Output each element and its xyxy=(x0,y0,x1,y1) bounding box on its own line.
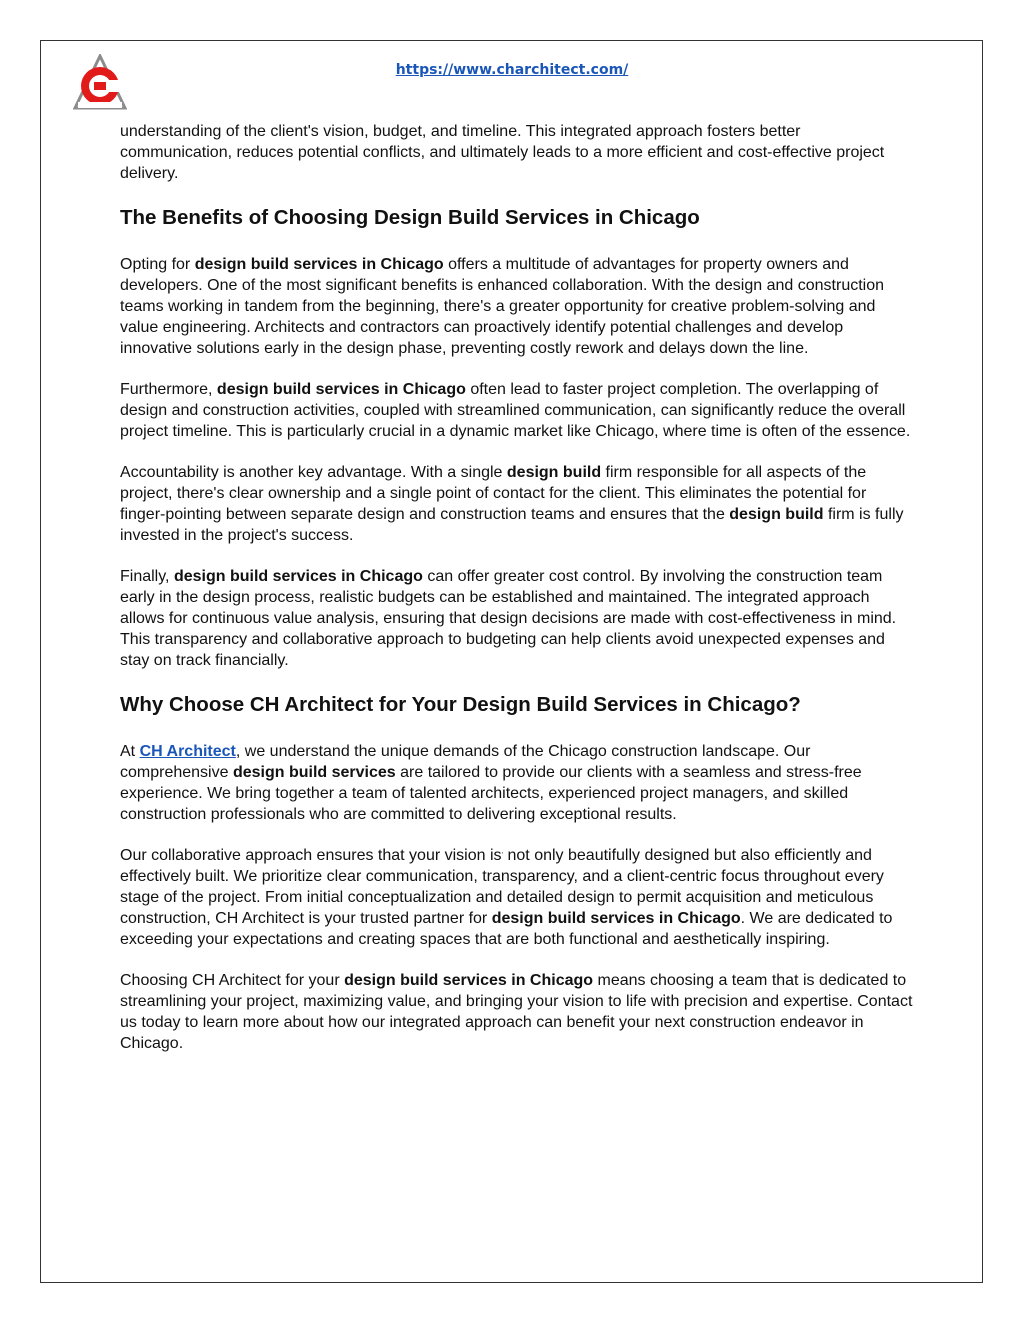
paragraph-closing: Choosing CH Architect for your design build services in Chicago means choosing a team that is dedicated to streamlining your project, maximizing value, and bringing your vision to life with precision and expertise. Contact us today to learn more about how our integrated approach can benefit your next construction endeavor in Chicago. xyxy=(120,972,913,1052)
paragraph-collaborative-approach: Our collaborative approach ensures that your vision is' not only beautifully designed but also efficiently and effectively built. We prioritize clear communication, transparency, and a client-centric focus throughout every stage of the project. From initial conceptualization and detailed design to permit acquisition and meticulous construction, CH Architect is your trusted partner for design build services in Chicago. We are dedicated to exceeding your expectations and creating spaces that are both functional and aesthetically inspiring. xyxy=(120,847,893,948)
heading-why-choose: Why Choose CH Architect for Your Design Build Services in Chicago? xyxy=(120,693,801,716)
paragraph-faster-completion: Furthermore, design build services in Chicago often lead to faster project completion. The overlapping of design and construction activities, coupled with streamlined communication, can significantly reduce the overall project timeline. This is particularly crucial in a dynamic market like Chicago, where time is often of the essence. xyxy=(120,381,911,440)
ch-architect-link[interactable]: CH Architect xyxy=(139,743,236,760)
intro-paragraph: understanding of the client's vision, budget, and timeline. This integrated approach fosters better communication, reduces potential conflicts, and ultimately leads to a more efficient and cost-effective project delivery. xyxy=(120,123,885,182)
heading-benefits: The Benefits of Choosing Design Build Services in Chicago xyxy=(120,206,700,229)
paragraph-cost-control: Finally, design build services in Chicago can offer greater cost control. By involving the construction team early in the design process, realistic budgets can be established and maintained. The integrated approach allows for continuous value analysis, ensuring that design decisions are made with cost-effectiveness in mind. This transparency and collaborative approach to budgeting can help clients avoid unexpected expenses and stay on track financially. xyxy=(120,568,897,669)
paragraph-collaboration: Opting for design build services in Chicago offers a multitude of advantages for property owners and developers. One of the most significant benefits is enhanced collaboration. With the design and construction teams working in tandem from the beginning, there's a greater opportunity for creative problem-solving and value engineering. Architects and contractors can proactively identify potential challenges and develop innovative solutions early in the design phase, preventing costly rework and delays down the line. xyxy=(120,256,885,357)
document-body xyxy=(120,121,915,1074)
site-url-link[interactable]: https://www.charchitect.com/ xyxy=(395,62,629,78)
paragraph-accountability: Accountability is another key advantage. With a single design build firm responsible for all aspects of the project, there's clear ownership and a single point of contact for the client. This eliminates the potential for finger-pointing between separate design and construction teams and ensures that the design build firm is fully invested in the project's success. xyxy=(120,464,904,544)
paragraph-about-firm: At CH Architect, we understand the unique demands of the Chicago construction landscape. Our comprehensive design build services are tailored to provide our clients with a seamless and stress-free experience. We bring together a team of talented architects, experienced project managers, and skilled construction professionals who are committed to delivering exceptional results. xyxy=(120,743,862,823)
